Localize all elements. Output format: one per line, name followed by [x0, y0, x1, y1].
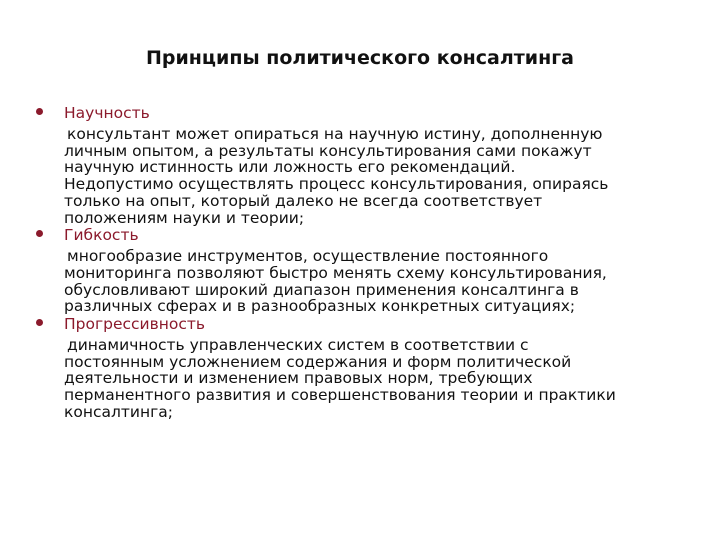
- description-line: многообразие инструментов, осуществление постоянного: [67, 247, 549, 266]
- principle-description: [64, 126, 700, 226]
- bullet-list: [36, 104, 700, 421]
- description-line: Недопустимо осуществлять процесс консультирования, опираясь: [64, 175, 609, 194]
- description-line: перманентного развития и совершенствования теории и практики: [64, 386, 616, 405]
- description-line: обусловливают широкий диапазон применения консалтинга в: [64, 280, 579, 299]
- principle-description: [64, 248, 700, 315]
- description-line: мониторинга позволяют быстро менять схему консультирования,: [64, 263, 607, 282]
- bullet-row: [36, 315, 700, 337]
- principle-heading: Научность: [64, 104, 150, 122]
- description-line: личным опытом, а результаты консультирования сами покажут: [64, 141, 592, 160]
- bullet-dot-icon: [36, 230, 43, 237]
- principle-item-flexibility: [36, 226, 700, 315]
- description-line: только на опыт, который далеко не всегда соответствует: [64, 191, 543, 210]
- description-line: научную истинность или ложность его рекомендаций.: [64, 158, 516, 177]
- description-line: консультант может опираться на научную истину, дополненную: [67, 125, 603, 143]
- description-line: деятельности и изменением правовых норм, требующих: [64, 369, 533, 388]
- description-line: консалтинга;: [64, 402, 174, 421]
- bullet-row: [36, 226, 700, 248]
- principle-heading: Прогрессивность: [64, 315, 206, 334]
- principle-item-scientific: [36, 104, 700, 226]
- bullet-dot-icon: [36, 319, 43, 326]
- description-line: различных сферах и в разнообразных конкретных ситуациях;: [64, 297, 576, 316]
- description-line: динамичность управленческих систем в соответствии с: [67, 336, 529, 355]
- bullet-row: [36, 104, 700, 126]
- description-line: постоянным усложнением содержания и форм политической: [64, 352, 572, 371]
- slide-title: Принципы политического консалтинга: [145, 47, 574, 69]
- principle-item-progressiveness: [36, 315, 700, 421]
- principle-description: [64, 337, 700, 421]
- bullet-dot-icon: [36, 108, 43, 115]
- description-line: положениям науки и теории;: [64, 208, 305, 227]
- principle-heading: Гибкость: [64, 226, 139, 245]
